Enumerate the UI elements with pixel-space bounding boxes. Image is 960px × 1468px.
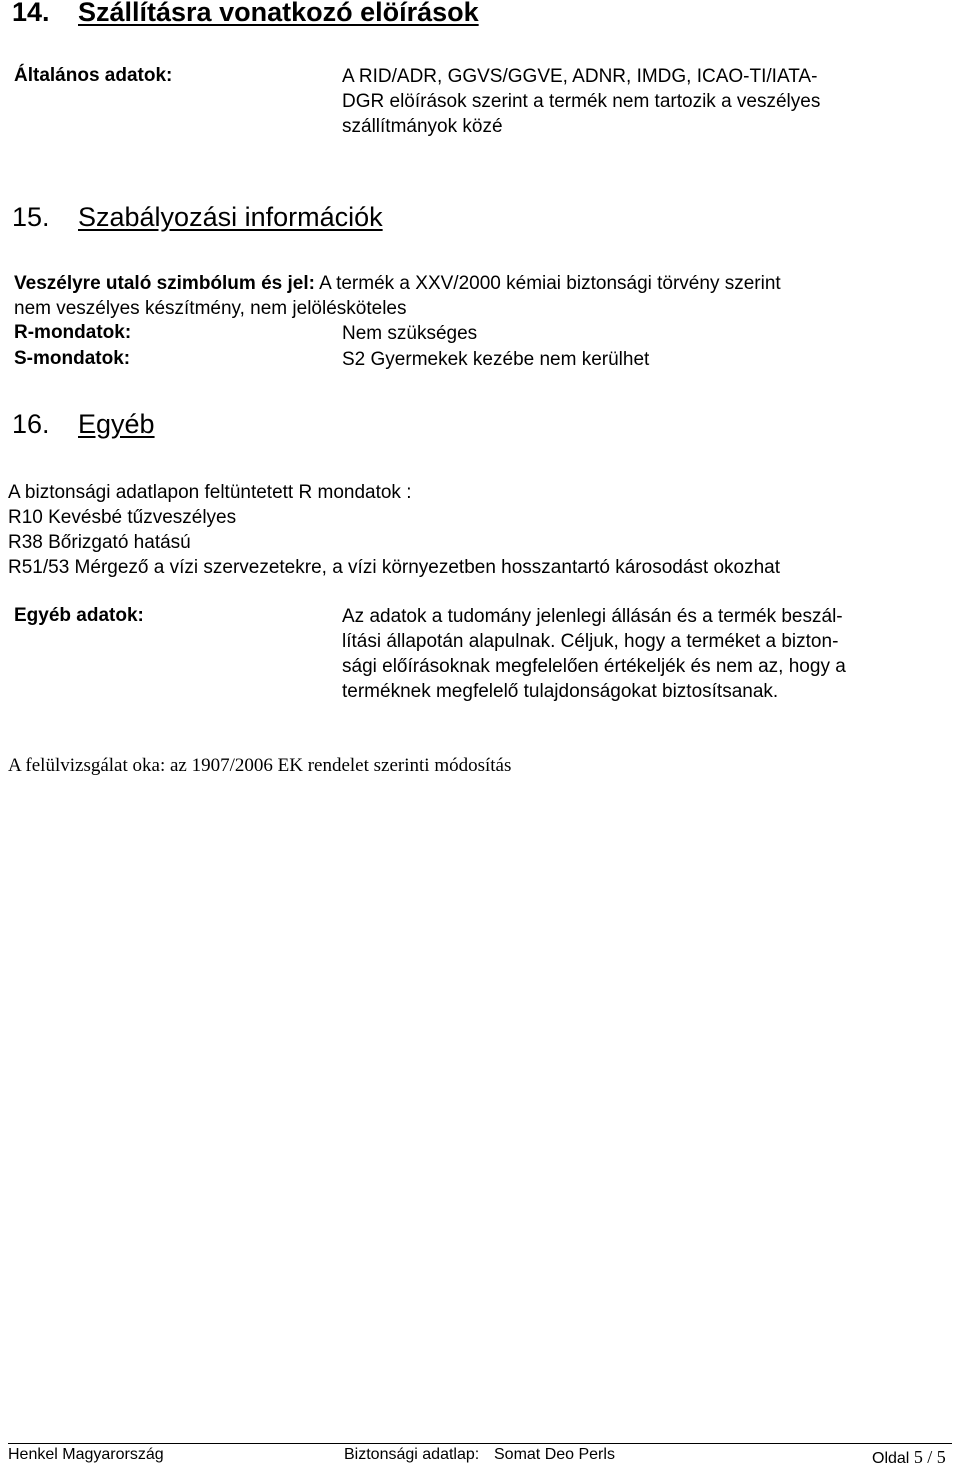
- other-line-1: Az adatok a tudomány jelenlegi állásán és a termék beszál-: [342, 606, 843, 627]
- s-sentences-label: S-mondatok:: [14, 348, 131, 369]
- general-line-1: A RID/ADR, GGVS/GGVE, ADNR, IMDG, ICAO-TI/IATA-: [342, 66, 818, 87]
- other-line-4: terméknek megfelelő tulajdonságokat biztosítsanak.: [342, 681, 779, 702]
- footer-page-total: 5: [936, 1447, 946, 1467]
- revision-note: A felülvizsgálat oka: az 1907/2006 EK rendelet szerinti módosítás: [8, 755, 512, 776]
- general-line-3: szállítmányok közé: [342, 116, 503, 137]
- section-14-number: 14.: [12, 0, 50, 27]
- footer-product: Somat Deo Perls: [494, 1446, 615, 1463]
- r-sentences-label: R-mondatok:: [14, 322, 132, 343]
- section-14-title: Szállításra vonatkozó elöírások: [78, 0, 479, 27]
- hazard-symbol-text-2: nem veszélyes készítmény, nem jelölésköteles: [14, 298, 407, 319]
- s-sentences-value: S2 Gyermekek kezébe nem kerülhet: [342, 349, 650, 370]
- other-line-3: sági előírásoknak megfelelően értékeljék és nem az, hogy a: [342, 656, 846, 677]
- r-phrases-list: [8, 480, 780, 580]
- hazard-symbol-label: Veszélyre utaló szimbólum és jel:: [14, 273, 315, 294]
- section-16-number: 16.: [12, 409, 50, 439]
- section-15-title: Szabályozási információk: [78, 202, 383, 232]
- r-phrase-r10: R10 Kevésbé tűzveszélyes: [8, 507, 237, 528]
- footer-divider: [8, 1443, 952, 1444]
- other-line-2: lítási állapotán alapulnak. Céljuk, hogy a terméket a bizton-: [342, 631, 839, 652]
- section-15-number: 15.: [12, 202, 50, 232]
- general-data-text: [342, 64, 820, 139]
- footer-company: Henkel Magyarország: [8, 1446, 164, 1463]
- r-phrases-intro: A biztonsági adatlapon feltüntetett R mondatok :: [8, 482, 412, 503]
- footer-page-sep: /: [927, 1447, 933, 1467]
- general-data-label: Általános adatok:: [14, 65, 173, 86]
- hazard-symbol-row: [14, 271, 781, 296]
- hazard-symbol-text: A termék a XXV/2000 kémiai biztonsági törvény szerint: [314, 273, 781, 294]
- other-data-label: Egyéb adatok:: [14, 605, 144, 626]
- footer-page-current: 5: [913, 1447, 923, 1467]
- other-data-text: [342, 604, 846, 704]
- general-line-2: DGR elöírások szerint a termék nem tartozik a veszélyes: [342, 91, 821, 112]
- section-16-title: Egyéb: [78, 409, 155, 439]
- r-phrase-r51-53: R51/53 Mérgező a vízi szervezetekre, a vízi környezetben hosszantartó károsodást okozhat: [8, 557, 781, 578]
- footer-page-label: Oldal: [872, 1450, 910, 1467]
- r-sentences-value: Nem szükséges: [342, 323, 478, 344]
- r-phrase-r38: R38 Bőrizgató hatású: [8, 532, 191, 553]
- footer-sheet-label: Biztonsági adatlap:: [344, 1446, 480, 1463]
